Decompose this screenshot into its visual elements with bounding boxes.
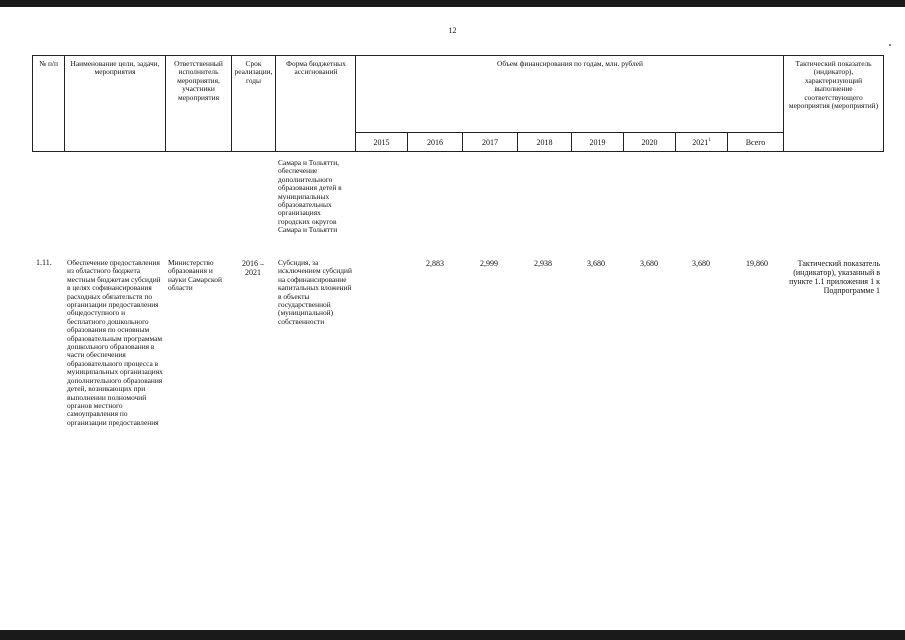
header-bottom-rule xyxy=(32,151,883,152)
year-2021: 2021$^1$ xyxy=(692,138,711,147)
value-2020: 3,680 xyxy=(640,259,658,268)
year-2015: 2015 xyxy=(373,138,390,147)
col-divider xyxy=(883,55,884,152)
header-goal: Наименование цели, задачи, мероприятия xyxy=(70,59,160,77)
year-2016: 2016 xyxy=(427,138,443,147)
row-goal-text: Обеспечение предоставления из областного бюджета местным бюджетам субсидий в целях софинансирования расходных обязательств по организации предоставления общедоступного и бесплатного дошкольного образования по основным образовательным программам дошкольного образования в части обеспечения образовательного процесса в муниципальных организациях дополнительного образования детей, возникающих при выполнении полномочий органов местного самоуправления по организации предоставления xyxy=(67,258,163,427)
top-border-bar xyxy=(0,0,905,7)
bottom-border-bar xyxy=(0,630,905,640)
value-2019: 3,680 xyxy=(587,259,605,268)
header-volume: Объем финансирования по годам, млн. рублей xyxy=(497,59,643,68)
footnote-marker: 1 xyxy=(708,138,711,143)
col-divider xyxy=(64,55,65,152)
header-top-rule xyxy=(32,55,883,56)
header-indicator: Тактический показатель (индикатор), характеризующий выполнение соответствующего мероприятия (мероприятий) xyxy=(788,59,879,111)
value-2017: 2,999 xyxy=(480,259,498,268)
year-2020: 2020 xyxy=(641,138,658,147)
col-divider xyxy=(32,55,33,152)
header-form: Форма бюджетных ассигнований xyxy=(286,59,346,77)
year-2019: 2019 xyxy=(589,138,606,147)
header-number: № п/п xyxy=(39,59,58,68)
value-2021: 3,680 xyxy=(692,259,710,268)
year-2017: 2017 xyxy=(482,138,498,147)
value-2016: 2,883 xyxy=(426,259,444,268)
header-term: Срок реализации, годы xyxy=(234,59,273,85)
page-number: 12 xyxy=(448,26,457,35)
row-term: 2016 – 2021 xyxy=(242,259,264,277)
col-divider xyxy=(275,55,276,152)
row-indicator: Тактический показатель (индикатор), указанный в пункте 1.1 приложения 1 к Подпрограмме 1 xyxy=(789,259,880,295)
scan-speck xyxy=(889,44,891,46)
year-total: Всего xyxy=(745,138,766,147)
row-number: 1.11. xyxy=(36,258,52,267)
value-2018: 2,938 xyxy=(534,259,552,268)
header-responsible: Ответственный исполнитель мероприятия, участники мероприятия xyxy=(174,59,223,102)
value-total: 19,860 xyxy=(746,259,768,268)
col-divider xyxy=(165,55,166,152)
years-top-rule xyxy=(355,132,783,133)
year-2018: 2018 xyxy=(536,138,553,147)
col-divider xyxy=(783,55,784,152)
row-form: Субсидия, за исключением субсидий на софинансирование капитальных вложений в объекты государственной (муниципальной) собственности xyxy=(278,258,352,326)
row-responsible: Министерство образования и науки Самарской области xyxy=(168,258,222,293)
continuation-form-text: Самара и Тольятти, обеспечение дополнительного образования детей в муниципальных образовательных организациях городских округов Самара и Тольятти xyxy=(278,158,342,235)
